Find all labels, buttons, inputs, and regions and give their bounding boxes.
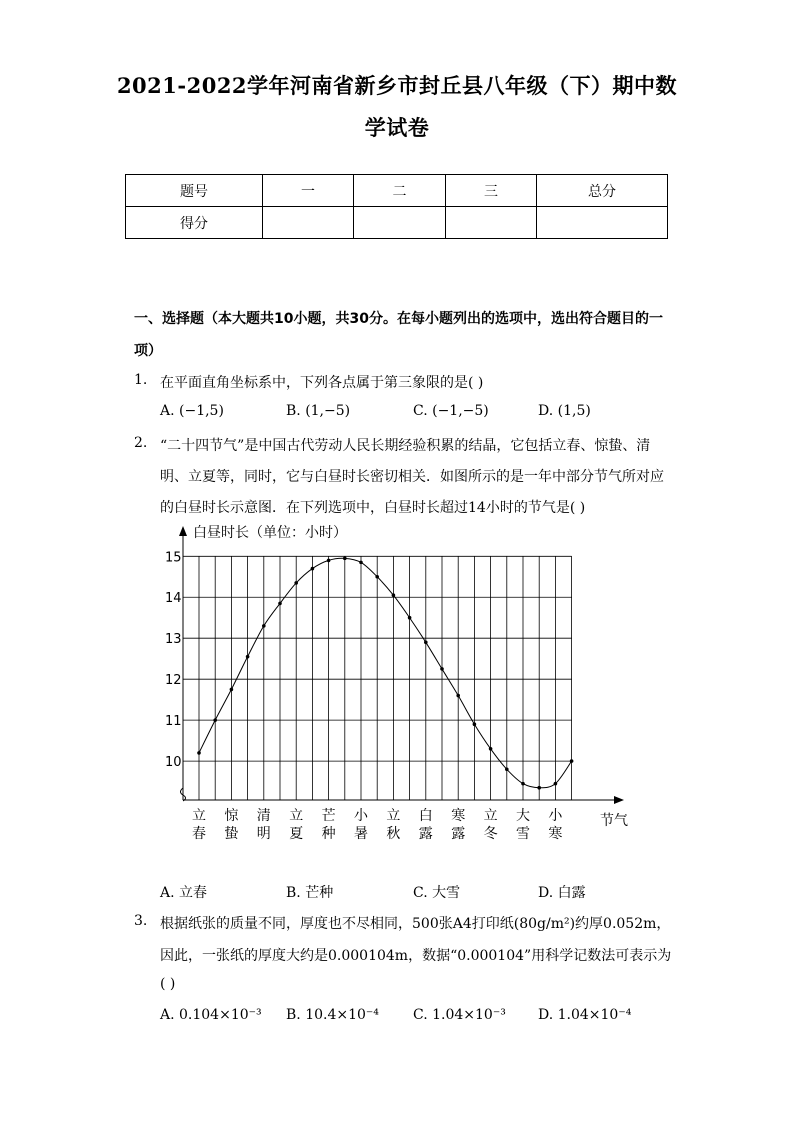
section1-heading xyxy=(134,308,663,328)
q3-text-line3: ( ) xyxy=(160,976,176,992)
x-tick-label: 芒 xyxy=(321,808,336,824)
data-point xyxy=(392,593,396,597)
data-point xyxy=(246,655,250,659)
x-tick-label: 夏 xyxy=(289,826,304,842)
section1-heading-prefix: 一、选择题（ xyxy=(134,311,218,327)
y-tick-label: 12 xyxy=(165,673,182,689)
y-tick-label: 15 xyxy=(165,550,182,566)
data-point xyxy=(554,782,558,786)
data-point xyxy=(408,616,412,620)
score-header-cell: 二 xyxy=(354,175,446,207)
x-tick-label: 寒 xyxy=(451,808,466,824)
x-tick-label: 立 xyxy=(483,808,498,824)
data-point xyxy=(197,751,201,755)
x-axis-arrow xyxy=(614,796,624,804)
x-tick-label: 春 xyxy=(192,826,206,842)
score-cell xyxy=(446,207,537,239)
x-tick-label: 立 xyxy=(289,808,304,824)
x-axis-label: 节气 xyxy=(600,813,628,829)
data-point xyxy=(359,561,363,565)
x-tick-label: 种 xyxy=(321,826,336,842)
q2-text-line2: 明、立夏等，同时，它与白昼时长密切相关．如图所示的是一年中部分节气所对应 xyxy=(160,469,664,485)
x-tick-label: 暑 xyxy=(354,826,368,842)
x-tick-label: 明 xyxy=(256,826,271,842)
q2-option-b[interactable]: B. 芒种 xyxy=(286,885,334,901)
chart-y-ticks xyxy=(165,550,182,770)
score-cell xyxy=(263,207,354,239)
data-point xyxy=(343,557,347,561)
q1-option-d[interactable]: D. (1,5) xyxy=(538,403,591,419)
x-tick-label: 雪 xyxy=(516,826,530,842)
data-point xyxy=(311,567,315,571)
q1-text: 在平面直角坐标系中，下列各点属于第三象限的是( ) xyxy=(160,375,484,391)
q2-option-c[interactable]: C. 大雪 xyxy=(413,885,461,901)
section1-heading-line2: 项） xyxy=(134,343,162,359)
x-tick-label: 寒 xyxy=(548,826,563,842)
score-row-label: 得分 xyxy=(126,207,263,239)
data-point xyxy=(213,718,217,722)
paper-title-line2: 学试卷 xyxy=(364,115,430,140)
x-tick-label: 惊 xyxy=(224,808,239,824)
y-tick-label: 10 xyxy=(165,755,182,771)
data-point xyxy=(230,688,234,692)
x-tick-label: 露 xyxy=(451,826,466,842)
data-point xyxy=(537,786,541,790)
score-header-cell: 一 xyxy=(263,175,354,207)
q1-number: 1. xyxy=(134,372,148,388)
score-table-score-row xyxy=(126,207,668,239)
score-header-cell: 题号 xyxy=(126,175,263,207)
chart-grid xyxy=(183,556,572,800)
x-tick-label: 秋 xyxy=(386,826,401,842)
x-tick-label: 立 xyxy=(192,808,206,824)
data-point xyxy=(570,759,574,763)
data-point xyxy=(375,575,379,579)
y-axis-label: 白昼时长（单位：小时） xyxy=(193,525,347,541)
q2-number: 2. xyxy=(134,435,148,451)
data-point xyxy=(424,641,428,645)
score-table-header-row xyxy=(126,175,668,207)
q3-text-line2: 因此，一张纸的厚度大约是0.000104m，数据“0.000104”用科学记数法可表示为 xyxy=(160,948,672,964)
q3-number: 3. xyxy=(134,913,148,929)
axis-break-mark xyxy=(181,788,186,801)
x-tick-label: 大 xyxy=(516,808,530,824)
data-point xyxy=(294,581,298,585)
score-header-cell: 总分 xyxy=(537,175,668,207)
data-point xyxy=(262,624,266,628)
x-tick-label: 白 xyxy=(418,808,433,824)
data-point xyxy=(505,767,509,771)
q1-option-c[interactable]: C. (−1,−5) xyxy=(413,403,489,419)
q3-option-a[interactable]: A. 0.104×10⁻³ xyxy=(160,1007,262,1023)
q3-option-b[interactable]: B. 10.4×10⁻⁴ xyxy=(286,1007,379,1023)
q2-text-line1: “二十四节气”是中国古代劳动人民长期经验积累的结晶，它包括立春、惊蛰、清 xyxy=(160,438,651,454)
x-tick-label: 露 xyxy=(418,826,433,842)
x-tick-label: 小 xyxy=(354,808,368,824)
q1-option-a[interactable]: A. (−1,5) xyxy=(160,403,224,419)
score-cell xyxy=(537,207,668,239)
q2-text-line3: 的白昼时长示意图．在下列选项中，白昼时长超过14小时的节气是( ) xyxy=(160,500,586,516)
q2-option-a[interactable]: A. 立春 xyxy=(160,885,208,901)
y-axis-arrow xyxy=(179,526,187,536)
chart-axes xyxy=(179,526,624,804)
x-tick-label: 冬 xyxy=(483,826,498,842)
q1-option-b[interactable]: B. (1,−5) xyxy=(286,403,351,419)
data-point xyxy=(489,747,493,751)
y-tick-label: 11 xyxy=(165,714,182,730)
x-tick-label: 立 xyxy=(386,808,401,824)
x-tick-label: 清 xyxy=(256,808,271,824)
paper-title-line1: 2021-2022学年河南省新乡市封丘县八年级（下）期中数 xyxy=(116,73,678,98)
q3-text-line1: 根据纸张的质量不同，厚度也不尽相同，500张A4打印纸(80g/m²)约厚0.052m， xyxy=(160,916,671,932)
data-point xyxy=(440,667,444,671)
y-tick-label: 13 xyxy=(165,632,182,648)
score-table xyxy=(125,174,668,239)
score-header-cell: 三 xyxy=(446,175,537,207)
data-point xyxy=(278,602,282,606)
section1-heading-bold: 本大题共10小题，共30分。在每小题列出的选项中，选出符合题目的一 xyxy=(218,311,663,327)
x-tick-label: 蛰 xyxy=(224,826,239,842)
data-point xyxy=(473,722,477,726)
series-line xyxy=(199,558,572,787)
chart-x-ticks xyxy=(192,807,563,842)
score-cell xyxy=(354,207,446,239)
q2-option-d[interactable]: D. 白露 xyxy=(538,885,586,901)
data-point xyxy=(327,559,331,563)
data-point xyxy=(456,694,460,698)
q3-option-c[interactable]: C. 1.04×10⁻³ xyxy=(413,1007,506,1023)
x-tick-label: 小 xyxy=(548,808,563,824)
chart-points xyxy=(197,557,573,790)
q3-option-d[interactable]: D. 1.04×10⁻⁴ xyxy=(538,1007,632,1023)
data-point xyxy=(521,782,525,786)
y-tick-label: 14 xyxy=(165,591,182,607)
